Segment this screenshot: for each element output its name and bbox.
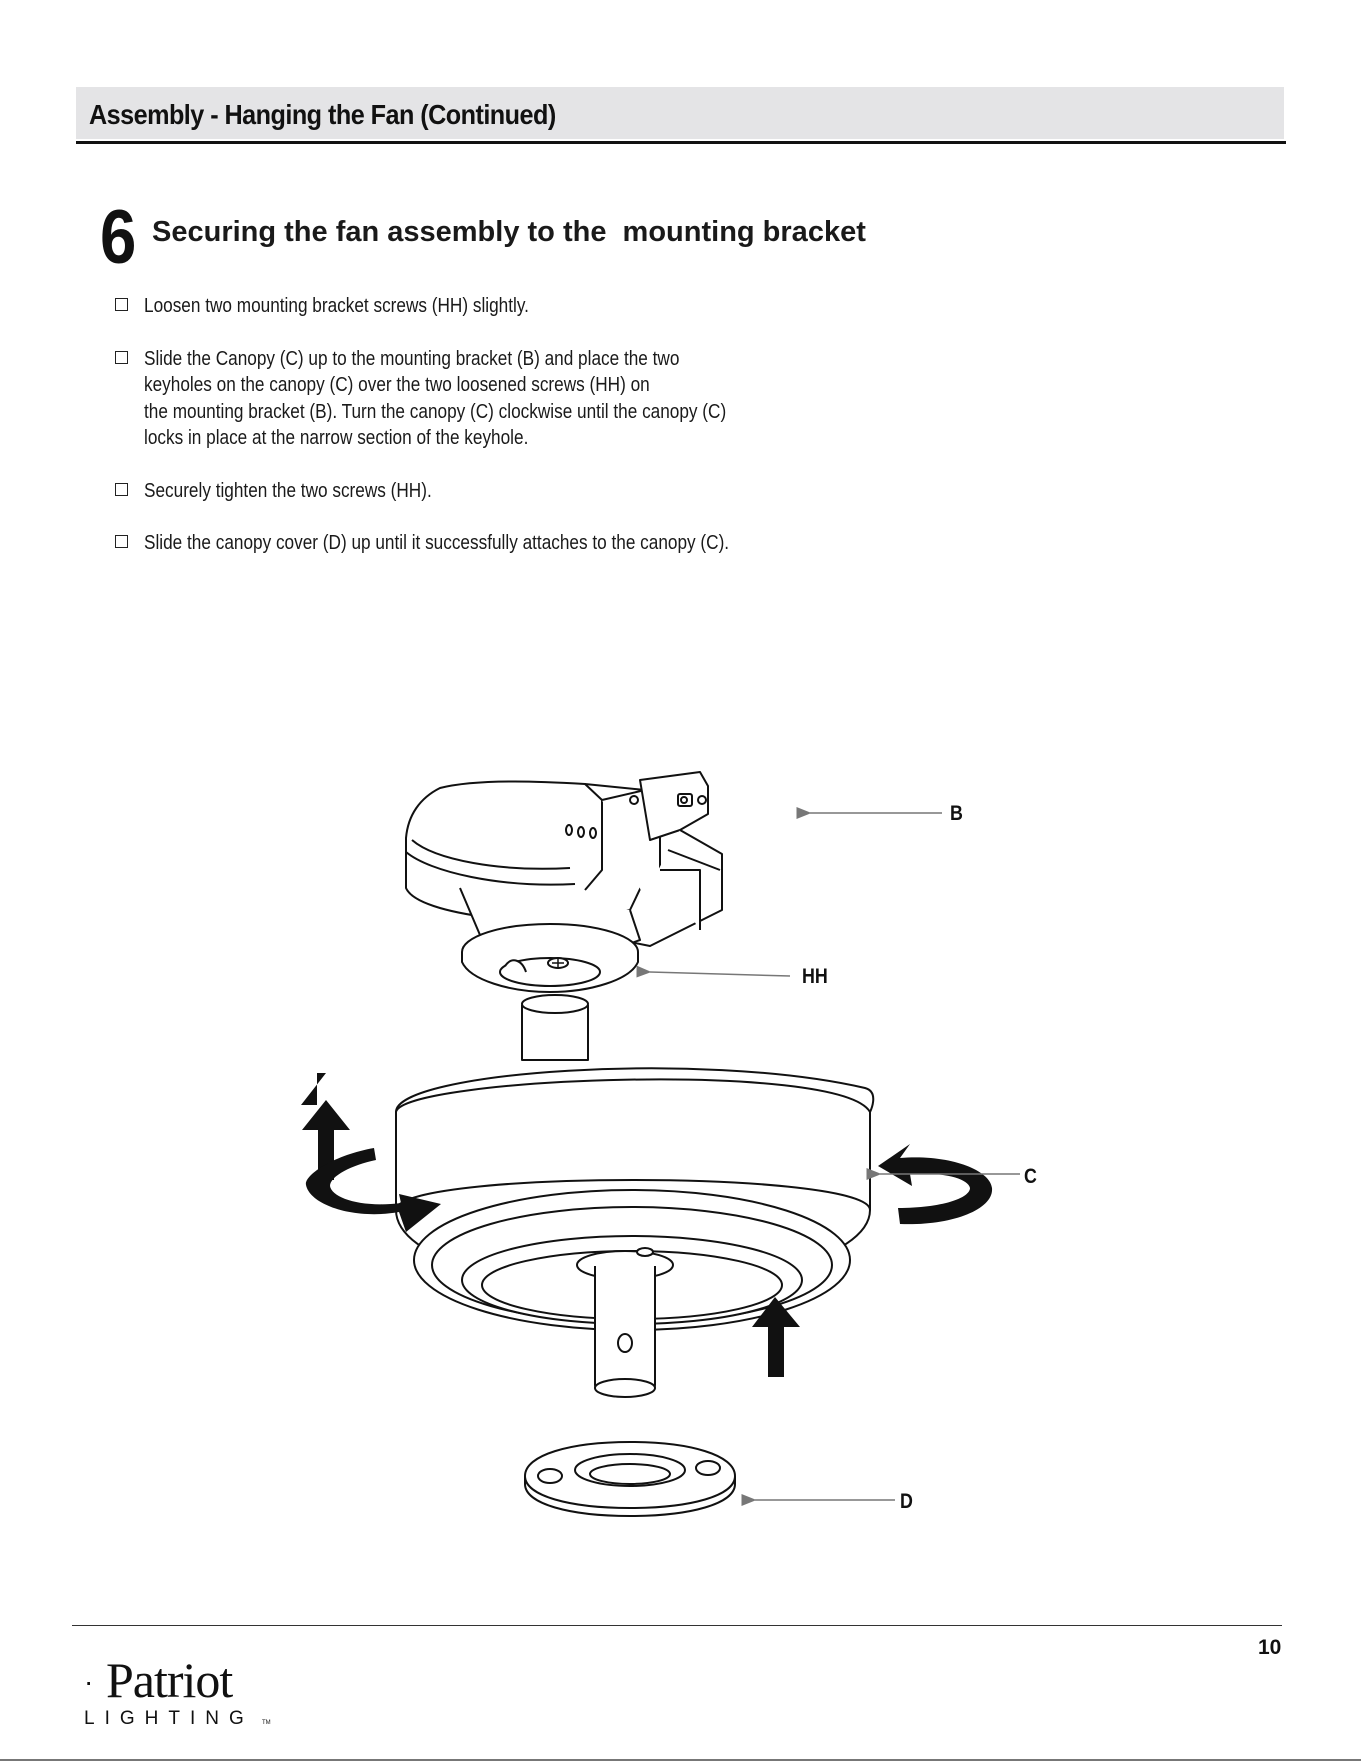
checklist-item xyxy=(112,530,872,557)
callout-label-hh: HH xyxy=(802,965,828,988)
step-number: 6 xyxy=(100,195,135,280)
callout-label-d: D xyxy=(900,1490,913,1513)
checklist-item-text: Securely tighten the two screws (HH). xyxy=(144,479,432,502)
header-divider xyxy=(76,141,1286,144)
logo-wordmark: Patriot xyxy=(106,1652,233,1708)
rotate-clockwise-right-icon xyxy=(878,1144,992,1224)
fan-assembly-illustration xyxy=(230,760,1070,1520)
logo-dot-icon: · xyxy=(84,1666,94,1697)
checkbox-icon[interactable] xyxy=(115,351,128,364)
callout-label-b: B xyxy=(950,802,963,825)
downrod-bottom-shape xyxy=(595,1266,655,1397)
checklist-item-text: Slide the canopy cover (D) up until it successfully attaches to the canopy (C). xyxy=(144,532,730,554)
checklist-item xyxy=(112,478,872,505)
step-title: Securing the fan assembly to the mounting bracket xyxy=(152,216,866,248)
logo-subtitle: LIGHTING xyxy=(84,1708,254,1729)
footer-divider xyxy=(72,1625,1282,1626)
checklist-item xyxy=(112,293,872,320)
instruction-checklist xyxy=(112,293,872,583)
checklist-item-text: Slide the Canopy (C) up to the mounting bracket (B) and place the two keyholes on the canopy (C) over the two loosened screws (HH) on the mounting bracket (B). Turn the canopy (C) clockwise until the canopy (C) locks in place at the narrow section of the keyhole. xyxy=(144,347,727,449)
patriot-lighting-logo xyxy=(80,1652,280,1732)
bracket-collar-shape xyxy=(462,924,638,992)
section-header xyxy=(76,87,1284,139)
checklist-item-text: Loosen two mounting bracket screws (HH) slightly. xyxy=(144,295,529,317)
page-number: 10 xyxy=(1258,1636,1282,1659)
checkbox-icon[interactable] xyxy=(115,535,128,548)
callout-label-c: C xyxy=(1024,1165,1037,1188)
checkbox-icon[interactable] xyxy=(115,483,128,496)
fan-assembly-diagram xyxy=(230,760,1070,1520)
checklist-item xyxy=(112,346,872,452)
logo-trademark: TM xyxy=(262,1720,271,1726)
checkbox-icon[interactable] xyxy=(115,298,128,311)
canopy-cover-shape xyxy=(525,1442,735,1516)
downrod-shape xyxy=(522,995,588,1060)
section-title: Assembly - Hanging the Fan (Continued) xyxy=(89,99,556,130)
